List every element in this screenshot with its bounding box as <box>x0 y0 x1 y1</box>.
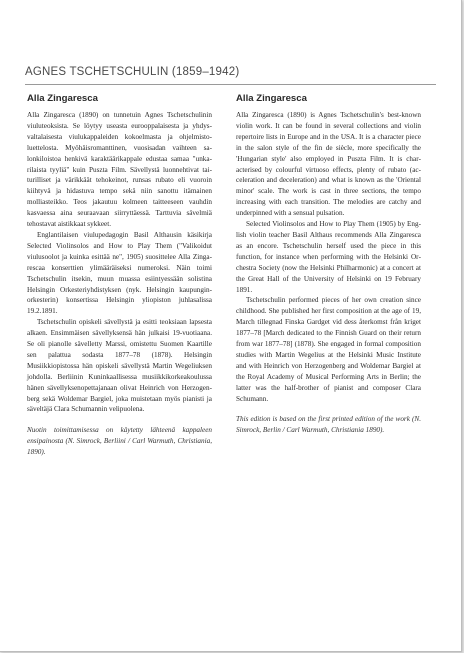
finnish-paragraph-3: Tschetschulin opiskeli sävellystä ja esitti teoksiaan lapsesta alkaen. Ensimmäisen sävellyksensä hän julkaisi 19-vuotiaana. Se oli pianolle sävelletty Marssi, omistettu Suomen Kaartille sen palattua sodasta 1877–78 (1878). Helsingin Musiikkiopistossa hän opiskeli sävellystä Martin Wegeliuksen johdolla. Berliinin Kuninkaallisessa musiikkikorkeakoulussa hänen sävellyksenopettajanaan olivat Heinrich von Herzogenberg sekä Woldemar Bargiel, joka muistetaan myös pianisti ja säveltäjä Clara Schumannin velipuolena. <box>27 318 212 414</box>
english-paragraph-2: Selected Violinsolos and How to Play Them (1905) by English violin teacher Basil Althaus recommends Alla Zingaresca as an encore. Tschetschulin herself used the piece in this function, for instance when performing with the Helsinki Orchestra Society (now the Helsinki Philharmonic) at a concert at the Great Hall of the University of Helsinki on 19 February 1891. <box>236 220 421 294</box>
page-header-title: AGNES TSCHETSCHULIN (1859–1942) <box>25 66 240 78</box>
finnish-paragraph-2: Englantilaisen viulupedagogin Basil Althausin käsikirja Selected Violinsolos and How to Play Them ("Valikoidut viulusoolot ja kuinka esittää ne", 1905) suosittelee Alla Zingarescaa konserttien ylimääräiseksi numeroksi. Näin toimi Tschetschulin itsekin, muun muassa esiintyessään solistina Helsingin Orkesteriyhdistyksen (nyk. Helsingin kaupunginorkesterin) konsertissa Helsingin yliopiston juhlasalissa 19.2.1891. <box>27 230 212 316</box>
finnish-edition-note: Nuotin toimittamisessa on käytetty lähteenä kappaleen ensipainosta (N. Simrock, Berliini / Carl Warmuth, Christiania, 1890). <box>27 426 212 457</box>
english-text-column <box>236 93 421 436</box>
finnish-paragraph-1: Alla Zingaresca (1890) on tunnetuin Agnes Tschetschulinin viuluteoksista. Se löytyy useasta eurooppalaisesta ja yhdysvaltalaisesta viulukappaleiden kokoelmasta ja ohjelmistoluettelosta. Myöhäisromanttinen, vuosisadan vaihteen salonkiloistoa henkivä karaktäärikappale edustaa samaa "unkarilaista tyyliä" kuin Puszta Film. Sävellystä luonnehtivat taiturilliset ja värikkäät tehokeinot, runsas rubato eli vuoroin kiihtyvä ja hidastuva tempo sekä niin sanottu itämainen molliasteikko. Teos jakautuu kolmeen taitteeseen vauhdin kasvaessa aina seuraavaan siirryttäessä. Tarttuvia sävelmiä tehostavat aistikkaat sykkeet. <box>27 111 212 229</box>
english-section-heading: Alla Zingaresca <box>236 93 307 104</box>
header-divider <box>25 84 436 85</box>
finnish-section-heading: Alla Zingaresca <box>27 93 98 104</box>
english-edition-note: This edition is based on the first printed edition of the work (N. Simrock, Berlin / Carl Warmuth, Christiania 1890). <box>236 415 421 435</box>
english-paragraph-1: Alla Zingaresca (1890) is Agnes Tschetschulin's best-known violin work. It can be found in several collections and violin repertoire lists in Europe and in the USA. It is a character piece in the salon style of the fin de siècle, more specifically the 'Hungarian style' also employed in Puszta Film. It is characterised by colourful virtuoso effects, plenty of rubato (acceleration and deceleration) and what is known as the 'Oriental minor' scale. The work is cast in three sections, the tempo increasing with each transition. The melodies are catchy and underpinned with a sensual pulsation. <box>236 111 421 218</box>
english-paragraph-3: Tschetschulin performed pieces of her own creation since childhood. She published her first composition at the age of 19, March tillegnad Finska Gardget vid dess återkomst från kriget 1877–78 [March dedicated to the Finnish Guard on their return from war 1877–78] (1878). She engaged in formal composition studies with Martin Wegelius at the Helsinki Music Institute and with Heinrich von Herzogenberg and Woldemar Bargiel at the Royal Academy of Musical Performing Arts in Berlin; the latter was the half-brother of pianist and composer Clara Schumann. <box>236 296 421 403</box>
finnish-text-column <box>27 93 212 458</box>
